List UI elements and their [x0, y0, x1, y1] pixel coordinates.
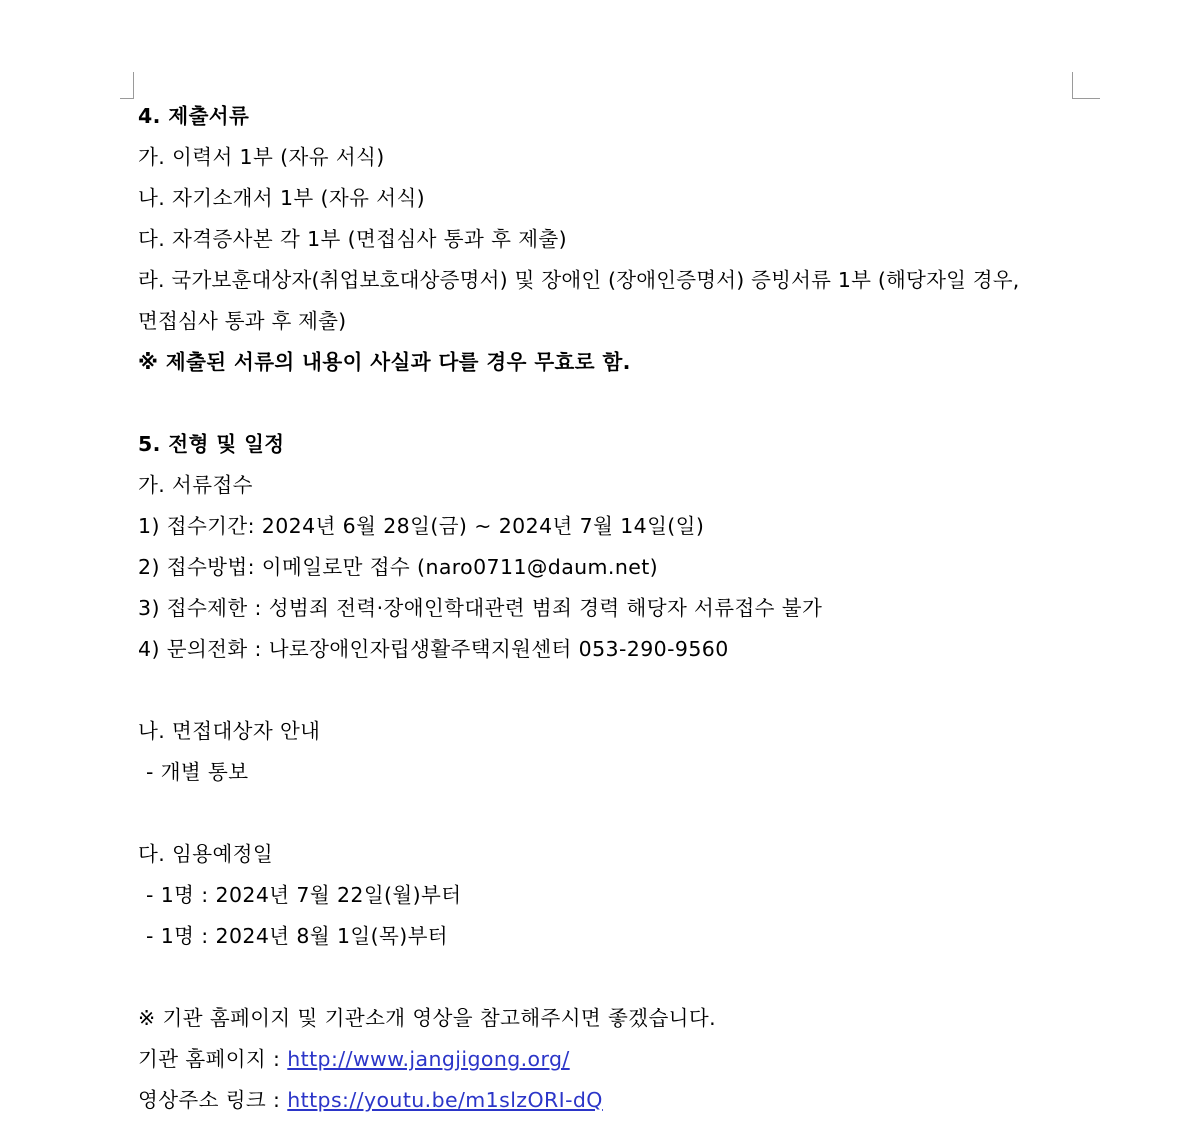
- section-5-subsection-b-label: 나. 면접대상자 안내: [138, 719, 321, 743]
- section-4-item-d: 라. 국가보훈대상자(취업보호대상증명서) 및 장애인 (장애인증명서) 증빙서류 1부 (해당자일 경우, 면접심사 통과 후 제출): [138, 268, 1027, 333]
- section-5-b-item-1: - 개별 통보: [146, 760, 249, 784]
- spacer-before-footer: [138, 957, 1078, 998]
- section-5-c-item-2: - 1명 : 2024년 8월 1일(목)부터: [146, 924, 449, 948]
- video-link[interactable]: https://youtu.be/m1slzORI-dQ: [287, 1088, 603, 1112]
- section-4-item-a: 가. 이력서 1부 (자유 서식): [138, 145, 385, 169]
- video-label: 영상주소 링크 :: [138, 1088, 288, 1112]
- section-4-item-c: 다. 자격증사본 각 1부 (면접심사 통과 후 제출): [138, 227, 568, 251]
- section-5-a-item-3: 3) 접수제한 : 성범죄 전력·장애인학대관련 범죄 경력 해당자 서류접수 불가: [138, 596, 823, 620]
- section-4-heading: 4. 제출서류: [138, 104, 250, 128]
- homepage-link[interactable]: http://www.jangjigong.org/: [287, 1047, 570, 1071]
- section-5-c-item-1: - 1명 : 2024년 7월 22일(월)부터: [146, 883, 462, 907]
- document-body: [138, 96, 1078, 1121]
- spacer-after-subsection-b: [138, 793, 1078, 834]
- crop-mark-top-left-horizontal: [120, 98, 134, 99]
- spacer-after-subsection-a: [138, 670, 1078, 711]
- homepage-line: [138, 1039, 1078, 1080]
- video-line: [138, 1080, 1078, 1121]
- section-5-subsection-c-label: 다. 임용예정일: [138, 842, 274, 866]
- footer-note: ※ 기관 홈페이지 및 기관소개 영상을 참고해주시면 좋겠습니다.: [138, 1006, 716, 1030]
- section-5-a-item-4: 4) 문의전화 : 나로장애인자립생활주택지원센터 053-290-9560: [138, 637, 729, 661]
- spacer-after-section-4: [138, 383, 1078, 424]
- section-4-note: ※ 제출된 서류의 내용이 사실과 다를 경우 무효로 함.: [138, 350, 631, 374]
- section-4-item-b: 나. 자기소개서 1부 (자유 서식): [138, 186, 426, 210]
- homepage-label: 기관 홈페이지 :: [138, 1047, 288, 1071]
- section-5-a-item-1: 1) 접수기간: 2024년 6월 28일(금) ~ 2024년 7월 14일(일): [138, 514, 705, 538]
- section-5-a-item-2: 2) 접수방법: 이메일로만 접수 (naro0711@daum.net): [138, 555, 659, 579]
- crop-mark-top-left-vertical: [133, 72, 134, 99]
- crop-mark-top-right-vertical: [1072, 72, 1073, 99]
- section-5-subsection-a-label: 가. 서류접수: [138, 473, 253, 497]
- section-5-heading: 5. 전형 및 일정: [138, 432, 285, 456]
